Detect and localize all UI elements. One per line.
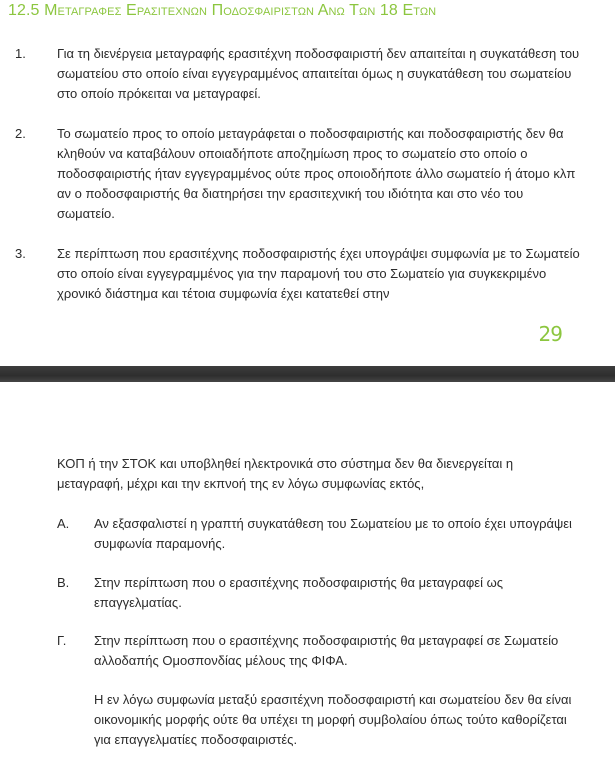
page-number: 29 xyxy=(538,322,562,346)
item-text: Για τη διενέργεια μεταγραφής ερασιτέχνη ποδοσφαιριστή δεν απαιτείται η συγκατάθεση του σωματείου στο οποίο είναι εγγεγραμμένος απαιτείται όμως η συγκατάθεση του σωματείου στο οποίο πρόκειται να μεταγραφεί. xyxy=(57,46,580,101)
note-paragraph: Η εν λόγω συμφωνία μεταξύ ερασιτέχνη ποδοσφαιριστή και σωματείου δεν θα είναι οικονομικής μορφής ούτε θα υπέχει τη μορφή συμβολαίου όπως τούτο καθορίζεται για επαγγελματίες ποδοσφαιριστές. xyxy=(94,692,572,747)
continuation-paragraph: ΚΟΠ ή την ΣΤΟΚ και υποβληθεί ηλεκτρονικά στο σύστημα δεν θα διενεργείται η μεταγραφή, μέχρι και την εκπνοή της εν λόγω συμφωνίας εκτός, xyxy=(57,456,514,491)
item-number: 1. xyxy=(15,46,26,61)
page-30 xyxy=(0,382,615,759)
page-separator xyxy=(0,366,615,382)
lettered-item-text: Αν εξασφαλιστεί η γραπτή συγκατάθεση του Σωματείου με το οποίο έχει υπογράψει συμφωνία παραμονής. xyxy=(94,516,572,551)
page-29 xyxy=(0,0,615,366)
item-number: 3. xyxy=(15,246,26,261)
lettered-item-text: Στην περίπτωση που ο ερασιτέχνης ποδοσφαιριστής θα μεταγραφεί σε Σωματείο αλλοδαπής Ομοσπονδίας μέλους της ΦΙΦΑ. xyxy=(94,633,559,668)
item-letter: Α. xyxy=(57,516,70,531)
item-number: 2. xyxy=(15,126,26,141)
item-letter: Β. xyxy=(57,575,70,590)
lettered-item-text: Στην περίπτωση που ο ερασιτέχνης ποδοσφαιριστής θα μεταγραφεί ως επαγγελματίας. xyxy=(94,575,503,610)
section-title: 12.5 Μεταγραφες Ερασιτεχνων Ποδοσφαιριστων Ανω Των 18 Ετων xyxy=(8,2,437,19)
item-text: Το σωματείο προς το οποίο μεταγράφεται ο ποδοσφαιριστής και ποδοσφαιριστής δεν θα κληθούν να καταβάλουν οποιαδήποτε αποζημίωση προς το σωματείο στο οποίο ο ποδοσφαιριστής ήταν εγγεγραμμένος ούτε προς οποιοδήποτε άλλο σωματείο ή άτομο κλπ αν ο ποδοσφαιριστής θα διατηρήσει την ερασιτεχνική του ιδιότητα και στο νέο του σωματείο. xyxy=(57,126,576,221)
item-text: Σε περίπτωση που ερασιτέχνης ποδοσφαιριστής έχει υπογράψει συμφωνία με το Σωματείο στο οποίο είναι εγγεγραμμένος για την παραμονή του στο Σωματείο για συγκεκριμένο χρονικό διάστημα και τέτοια συμφωνία έχει κατατεθεί στην xyxy=(57,246,580,301)
item-letter: Γ. xyxy=(57,633,67,648)
